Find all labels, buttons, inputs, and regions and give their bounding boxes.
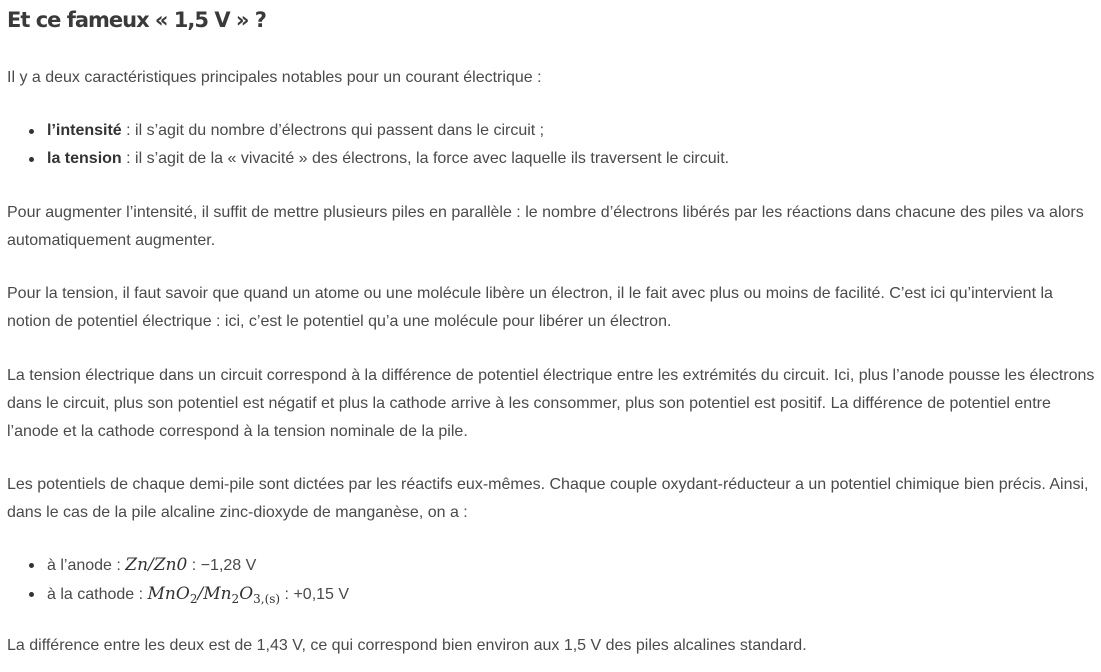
term-description: : il s’agit de la « vivacité » des électrons, la force avec laquelle ils traversent le circuit. xyxy=(121,150,730,167)
paragraph-tension: Pour la tension, il faut savoir que quand un atome ou une molécule libère un électron, il le fait avec plus ou moins de facilité. C’est ici qu’intervient la notion de potentiel électrique : ici, c’est le potentiel qu’a une molécule pour libérer un électron. xyxy=(7,285,1053,330)
potential-value: : −1,28 V xyxy=(187,557,257,574)
potentials-list xyxy=(29,551,1089,613)
list-item xyxy=(29,117,1089,145)
potential-label: à l’anode : xyxy=(47,557,126,574)
list-item xyxy=(29,145,1089,173)
paragraph-potential-difference: La tension électrique dans un circuit correspond à la différence de potentiel électrique entre les extrémités du circuit. Ici, plus l’anode pousse les électrons dans le circuit, plus son potentiel est négatif et plus la cathode arrive à les consommer, plus son potentiel est positif. La différence de potentiel entre l’anode et la cathode correspond à la tension nominale de la pile. xyxy=(7,367,1095,440)
paragraph-intensity: Pour augmenter l’intensité, il suffit de mettre plusieurs piles en parallèle : le nombre d’électrons libérés par les réactions dans chacune des piles va alors automatiquement augmenter. xyxy=(7,204,1084,249)
potential-label: à la cathode : xyxy=(47,586,148,603)
potential-value: : +0,15 V xyxy=(280,586,350,603)
list-item xyxy=(29,551,1089,580)
paragraph-half-cells: Les potentiels de chaque demi-pile sont dictées par les réactifs eux-mêmes. Chaque couple oxydant-réducteur a un potentiel chimique bien précis. Ainsi, dans le cas de la pile alcaline zinc-dioxyde de manganèse, on a : xyxy=(7,476,1089,521)
conclusion-paragraph: La différence entre les deux est de 1,43 V, ce qui correspond bien environ aux 1,5 V des piles alcalines standard. xyxy=(7,637,807,654)
cathode-formula: $MnO_2/Mn_2O_{3,(s)}$ xyxy=(147,584,281,606)
term-tension: la tension xyxy=(47,150,122,167)
anode-formula: Zn/Zn0 xyxy=(125,555,188,575)
term-intensity: l’intensité xyxy=(47,122,122,139)
section-heading: Et ce fameux « 1,5 V » ? xyxy=(7,8,266,32)
intro-paragraph: Il y a deux caractéristiques principales notables pour un courant électrique : xyxy=(7,69,542,86)
term-description: : il s’agit du nombre d’électrons qui passent dans le circuit ; xyxy=(121,122,545,139)
characteristics-list xyxy=(29,117,1089,173)
list-item xyxy=(29,580,1089,613)
